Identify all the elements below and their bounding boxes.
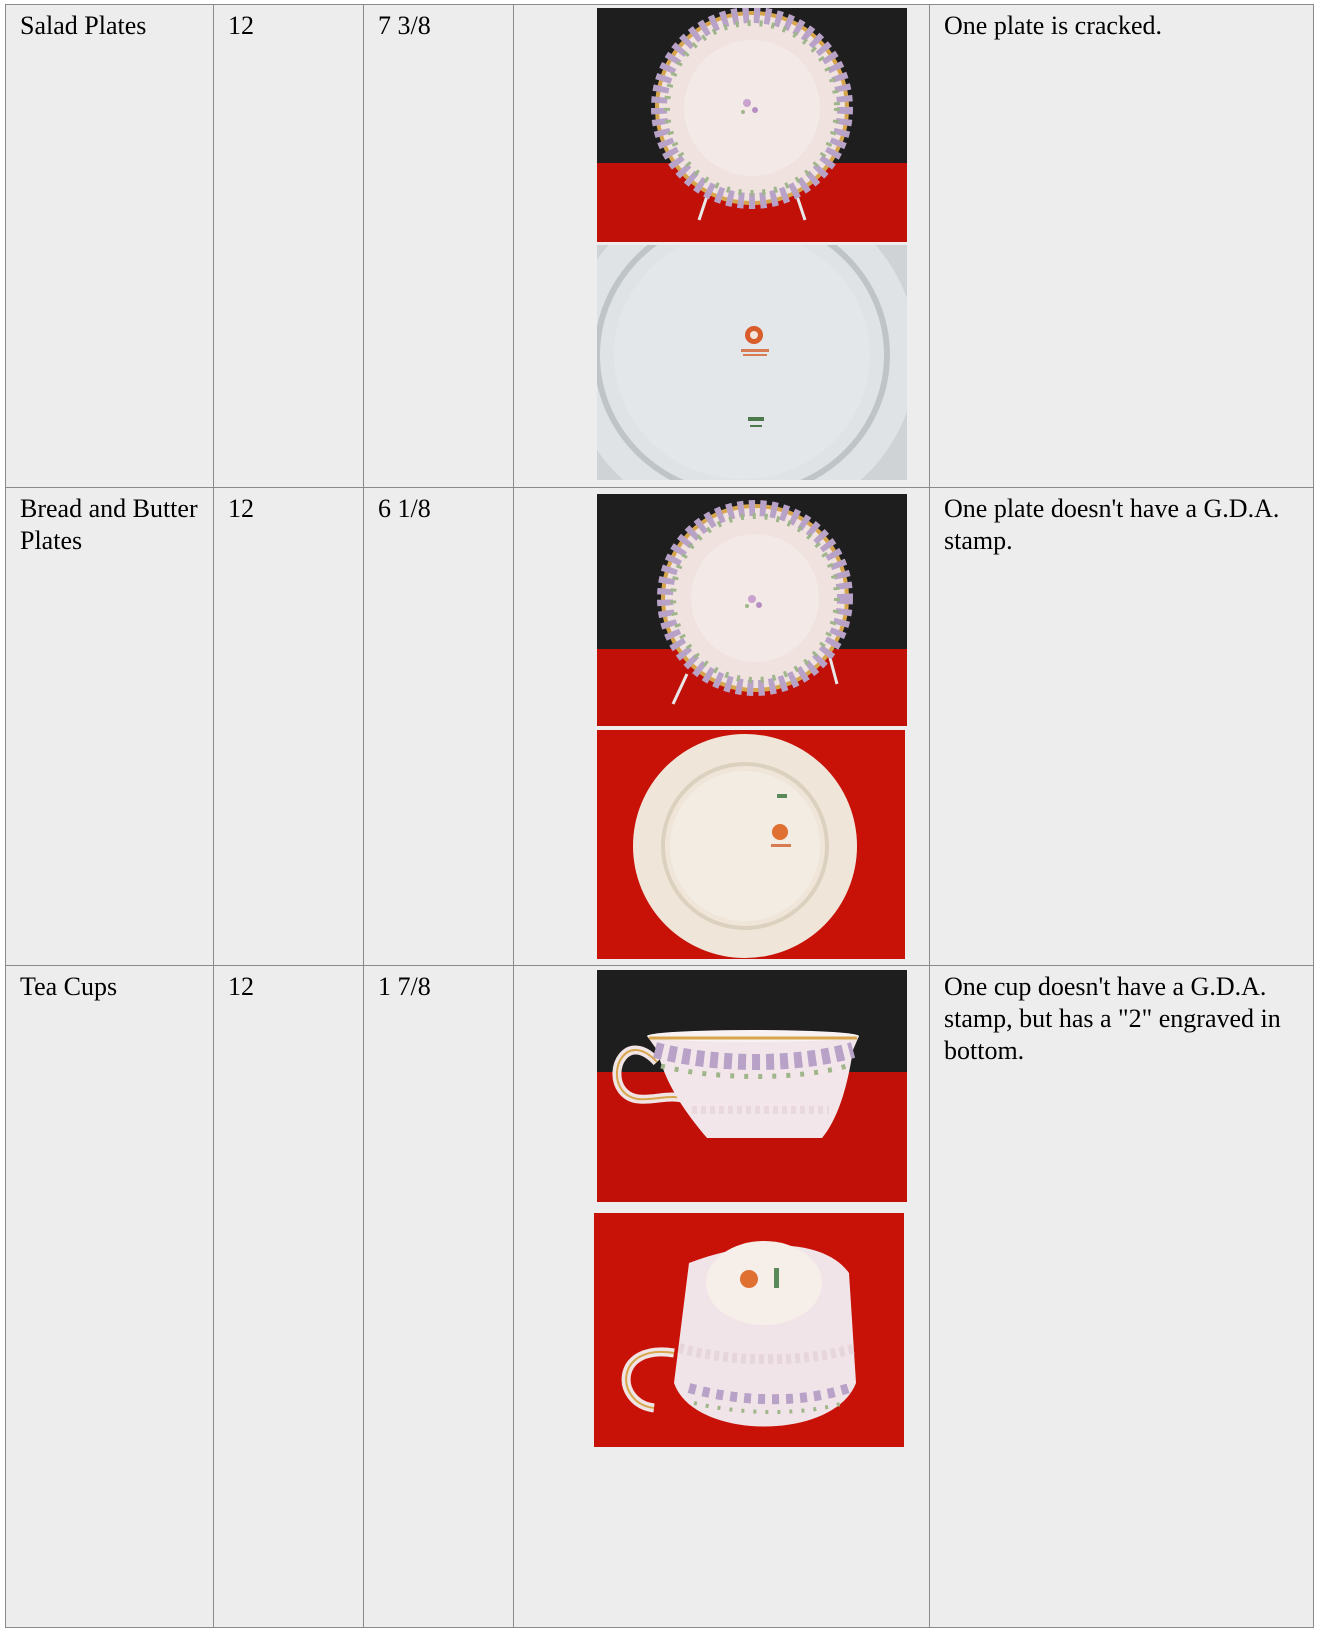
photo-cell [514,488,930,966]
quantity-cell: 12 [214,966,364,1628]
bread-plate-front-photo [597,494,907,726]
size-cell: 7 3/8 [364,5,514,488]
quantity-cell: 12 [214,488,364,966]
photo-cell [514,966,930,1628]
table-row [6,5,1314,488]
salad-plate-front-photo [597,8,907,242]
notes-cell: One cup doesn't have a G.D.A. stamp, but has a "2" engraved in bottom. [930,966,1314,1628]
teacup-bottom-photo [594,1213,904,1447]
photo-cell [514,5,930,488]
quantity-cell: 12 [214,5,364,488]
size-cell: 1 7/8 [364,966,514,1628]
item-name-cell: Salad Plates [6,5,214,488]
table-row [6,966,1314,1628]
bread-plate-back-photo [597,730,905,959]
item-name-cell: Tea Cups [6,966,214,1628]
item-name-cell: Bread and Butter Plates [6,488,214,966]
notes-cell: One plate doesn't have a G.D.A. stamp. [930,488,1314,966]
china-inventory-table [5,4,1314,1628]
salad-plate-back-photo [597,245,907,480]
teacup-side-photo [597,970,907,1202]
table-row [6,488,1314,966]
notes-cell: One plate is cracked. [930,5,1314,488]
size-cell: 6 1/8 [364,488,514,966]
